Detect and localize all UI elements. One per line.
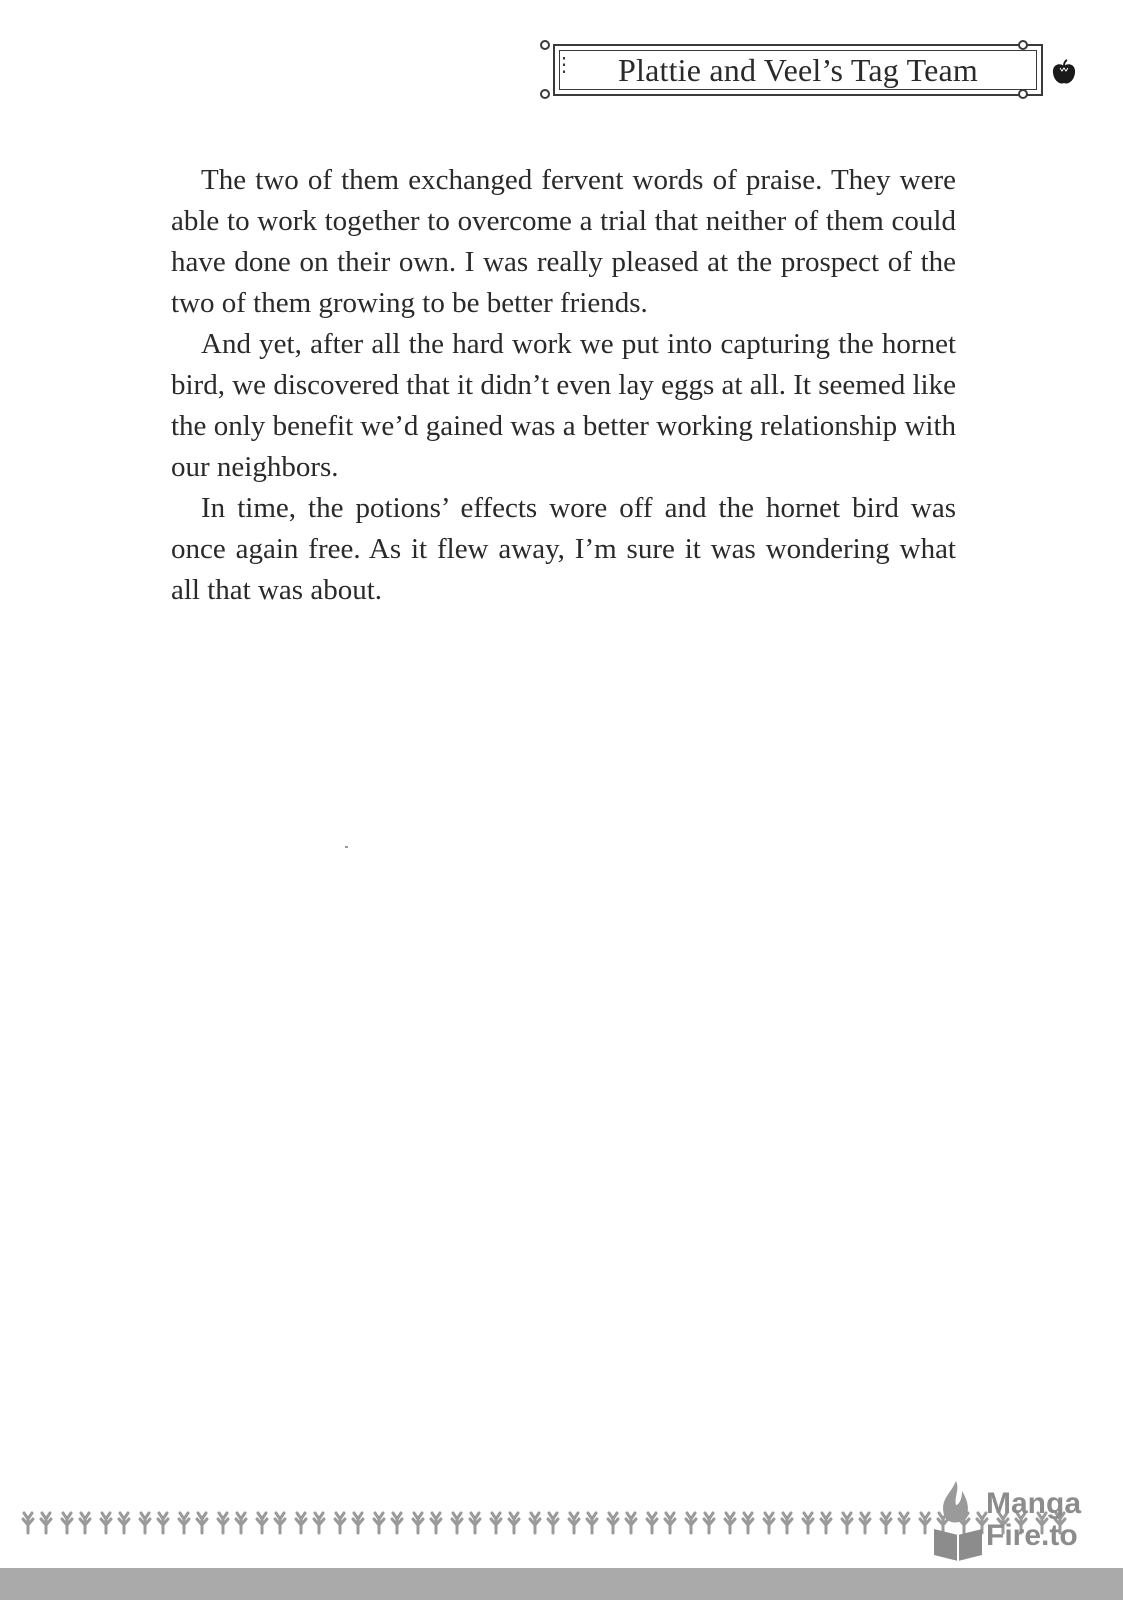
apple-icon	[1050, 59, 1078, 87]
sprout-icon	[761, 1505, 800, 1535]
sprout-icon	[839, 1505, 878, 1535]
header-corner-ornament	[540, 40, 550, 50]
sprout-icon	[488, 1505, 527, 1535]
sprout-icon	[254, 1505, 293, 1535]
sprout-icon	[527, 1505, 566, 1535]
sprout-icon	[410, 1505, 449, 1535]
scroll-ornament-left: ⋮	[554, 54, 574, 76]
sprout-icon	[293, 1505, 332, 1535]
sprout-icon	[800, 1505, 839, 1535]
paragraph: And yet, after all the hard work we put into capturing the hornet bird, we discovered that it didn’t even lay eggs at all. It seemed like the only benefit we’d gained was a better working relationship with our neighbors.	[171, 328, 956, 483]
watermark-line1: Manga	[986, 1487, 1082, 1520]
watermark-line2: Fire.to	[986, 1519, 1078, 1552]
flame-book-icon	[928, 1475, 988, 1565]
sprout-icon	[215, 1505, 254, 1535]
sprout-icon	[332, 1505, 371, 1535]
sprout-icon	[566, 1505, 605, 1535]
paragraph: In time, the potions’ effects wore off and the hornet bird was once again free. As it flew away, I’m sure it was wondering what all that was about.	[171, 492, 956, 606]
sprout-icon	[98, 1505, 137, 1535]
header-corner-ornament	[1018, 40, 1028, 50]
sprout-icon	[371, 1505, 410, 1535]
sprout-icon	[137, 1505, 176, 1535]
chapter-header	[553, 44, 1043, 96]
sprout-icon	[449, 1505, 488, 1535]
chapter-title: Plattie and Veel’s Tag Team	[618, 51, 978, 88]
bottom-band	[0, 1568, 1123, 1600]
print-speck	[345, 846, 348, 848]
sprout-icon	[644, 1505, 683, 1535]
sprout-icon	[605, 1505, 644, 1535]
sprout-icon	[176, 1505, 215, 1535]
paragraph: The two of them exchanged fervent words of praise. They were able to work together to overcome a trial that neither of them could have done on their own. I was really pleased at the prospect of the two of them growing to be better friends.	[171, 164, 956, 319]
sprout-icon	[878, 1505, 917, 1535]
sprout-icon	[683, 1505, 722, 1535]
header-corner-ornament	[1018, 89, 1028, 99]
sprout-icon	[722, 1505, 761, 1535]
story-text	[171, 160, 956, 611]
sprout-icon	[59, 1505, 98, 1535]
sprout-icon	[20, 1505, 59, 1535]
watermark-logo	[928, 1475, 1098, 1570]
header-corner-ornament	[540, 89, 550, 99]
